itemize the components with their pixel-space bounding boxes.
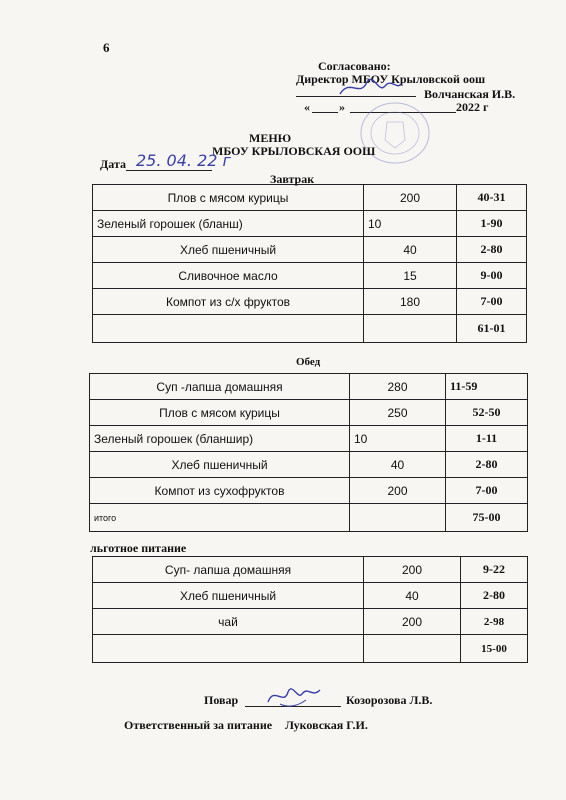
dish-qty: 200 bbox=[364, 557, 461, 583]
table-row bbox=[90, 426, 528, 452]
table-row bbox=[90, 452, 528, 478]
dish-qty: 40 bbox=[350, 452, 446, 478]
table-row bbox=[93, 185, 527, 211]
dish-qty bbox=[364, 315, 457, 343]
director-signature bbox=[335, 68, 405, 102]
date-label: Дата bbox=[100, 157, 126, 171]
dish-name: Плов с мясом курицы bbox=[90, 400, 350, 426]
dish-price: 9-22 bbox=[461, 557, 528, 583]
table-row bbox=[93, 263, 527, 289]
dish-price: 7-00 bbox=[457, 289, 527, 315]
dish-price: 52-50 bbox=[446, 400, 528, 426]
dish-name: Зеленый горошек (бланш) bbox=[93, 211, 364, 237]
dish-name: Зеленый горошек (бланшир) bbox=[90, 426, 350, 452]
dish-qty: 40 bbox=[364, 237, 457, 263]
dish-price: 1-90 bbox=[457, 211, 527, 237]
dish-price: 1-11 bbox=[446, 426, 528, 452]
approval-date-open: « bbox=[304, 100, 310, 114]
dish-qty: 10 bbox=[364, 211, 457, 237]
dish-qty bbox=[350, 504, 446, 532]
dish-qty: 180 bbox=[364, 289, 457, 315]
table-row bbox=[93, 237, 527, 263]
dish-price: 2-80 bbox=[457, 237, 527, 263]
table-row bbox=[93, 211, 527, 237]
dish-name bbox=[93, 635, 364, 663]
page-number: 6 bbox=[103, 40, 110, 55]
date-value: 25. 04. 22 г bbox=[136, 151, 231, 170]
table-row bbox=[90, 400, 528, 426]
breakfast-title: Завтрак bbox=[270, 172, 315, 186]
dish-name: Хлеб пшеничный bbox=[93, 583, 364, 609]
dish-qty: 200 bbox=[350, 478, 446, 504]
approval-date-close: » bbox=[339, 100, 345, 114]
table-row-total bbox=[90, 504, 528, 532]
benefit-title: льготное питание bbox=[90, 541, 187, 555]
approval-position: Директор МБОУ Крыловской оош bbox=[296, 72, 486, 86]
lunch-title: Обед bbox=[296, 356, 321, 368]
responsible-label: Ответственный за питание bbox=[124, 718, 273, 732]
dish-qty: 200 bbox=[364, 185, 457, 211]
responsible-name: Луковская Г.И. bbox=[285, 718, 368, 732]
breakfast-table bbox=[92, 184, 527, 343]
table-row bbox=[93, 583, 528, 609]
approval-day-line bbox=[312, 112, 338, 113]
dish-qty: 250 bbox=[350, 400, 446, 426]
benefit-table bbox=[92, 556, 528, 663]
school-name: МБОУ КРЫЛОВСКАЯ ООШ bbox=[212, 144, 376, 158]
total-price: 75-00 bbox=[446, 504, 528, 532]
date-line bbox=[126, 170, 212, 171]
dish-qty: 40 bbox=[364, 583, 461, 609]
dish-qty bbox=[364, 635, 461, 663]
dish-price: 2-80 bbox=[461, 583, 528, 609]
dish-name: Сливочное масло bbox=[93, 263, 364, 289]
dish-name: чай bbox=[93, 609, 364, 635]
approval-heading: Согласовано: bbox=[318, 59, 391, 73]
dish-name: Хлеб пшеничный bbox=[90, 452, 350, 478]
dish-price: 2-98 bbox=[461, 609, 528, 635]
dish-name: Суп- лапша домашняя bbox=[93, 557, 364, 583]
cook-label: Повар bbox=[204, 693, 239, 707]
table-row bbox=[93, 289, 527, 315]
table-row bbox=[93, 609, 528, 635]
total-price: 15-00 bbox=[461, 635, 528, 663]
dish-price: 7-00 bbox=[446, 478, 528, 504]
cook-signature bbox=[262, 680, 324, 712]
dish-qty: 15 bbox=[364, 263, 457, 289]
dish-qty: 200 bbox=[364, 609, 461, 635]
table-row-total bbox=[93, 315, 527, 343]
dish-name: Компот из с/х фруктов bbox=[93, 289, 364, 315]
dish-price: 40-31 bbox=[457, 185, 527, 211]
dish-price: 9-00 bbox=[457, 263, 527, 289]
dish-qty: 10 bbox=[350, 426, 446, 452]
dish-name: Суп -лапша домашняя bbox=[90, 374, 350, 400]
approval-name: Волчанская И.В. bbox=[424, 87, 516, 101]
table-row bbox=[90, 374, 528, 400]
dish-name bbox=[93, 315, 364, 343]
cook-name: Козорозова Л.В. bbox=[346, 693, 433, 707]
menu-title: МЕНЮ bbox=[249, 131, 292, 145]
dish-name: Компот из сухофруктов bbox=[90, 478, 350, 504]
approval-year: 2022 г bbox=[456, 100, 489, 114]
dish-qty: 280 bbox=[350, 374, 446, 400]
dish-name: Хлеб пшеничный bbox=[93, 237, 364, 263]
dish-price: 2-80 bbox=[446, 452, 528, 478]
dish-name: Плов с мясом курицы bbox=[93, 185, 364, 211]
lunch-table bbox=[89, 373, 528, 532]
dish-price: 11-59 bbox=[446, 374, 528, 400]
table-row bbox=[93, 557, 528, 583]
total-price: 61-01 bbox=[457, 315, 527, 343]
total-label: итого bbox=[90, 504, 350, 532]
table-row bbox=[90, 478, 528, 504]
table-row-total bbox=[93, 635, 528, 663]
